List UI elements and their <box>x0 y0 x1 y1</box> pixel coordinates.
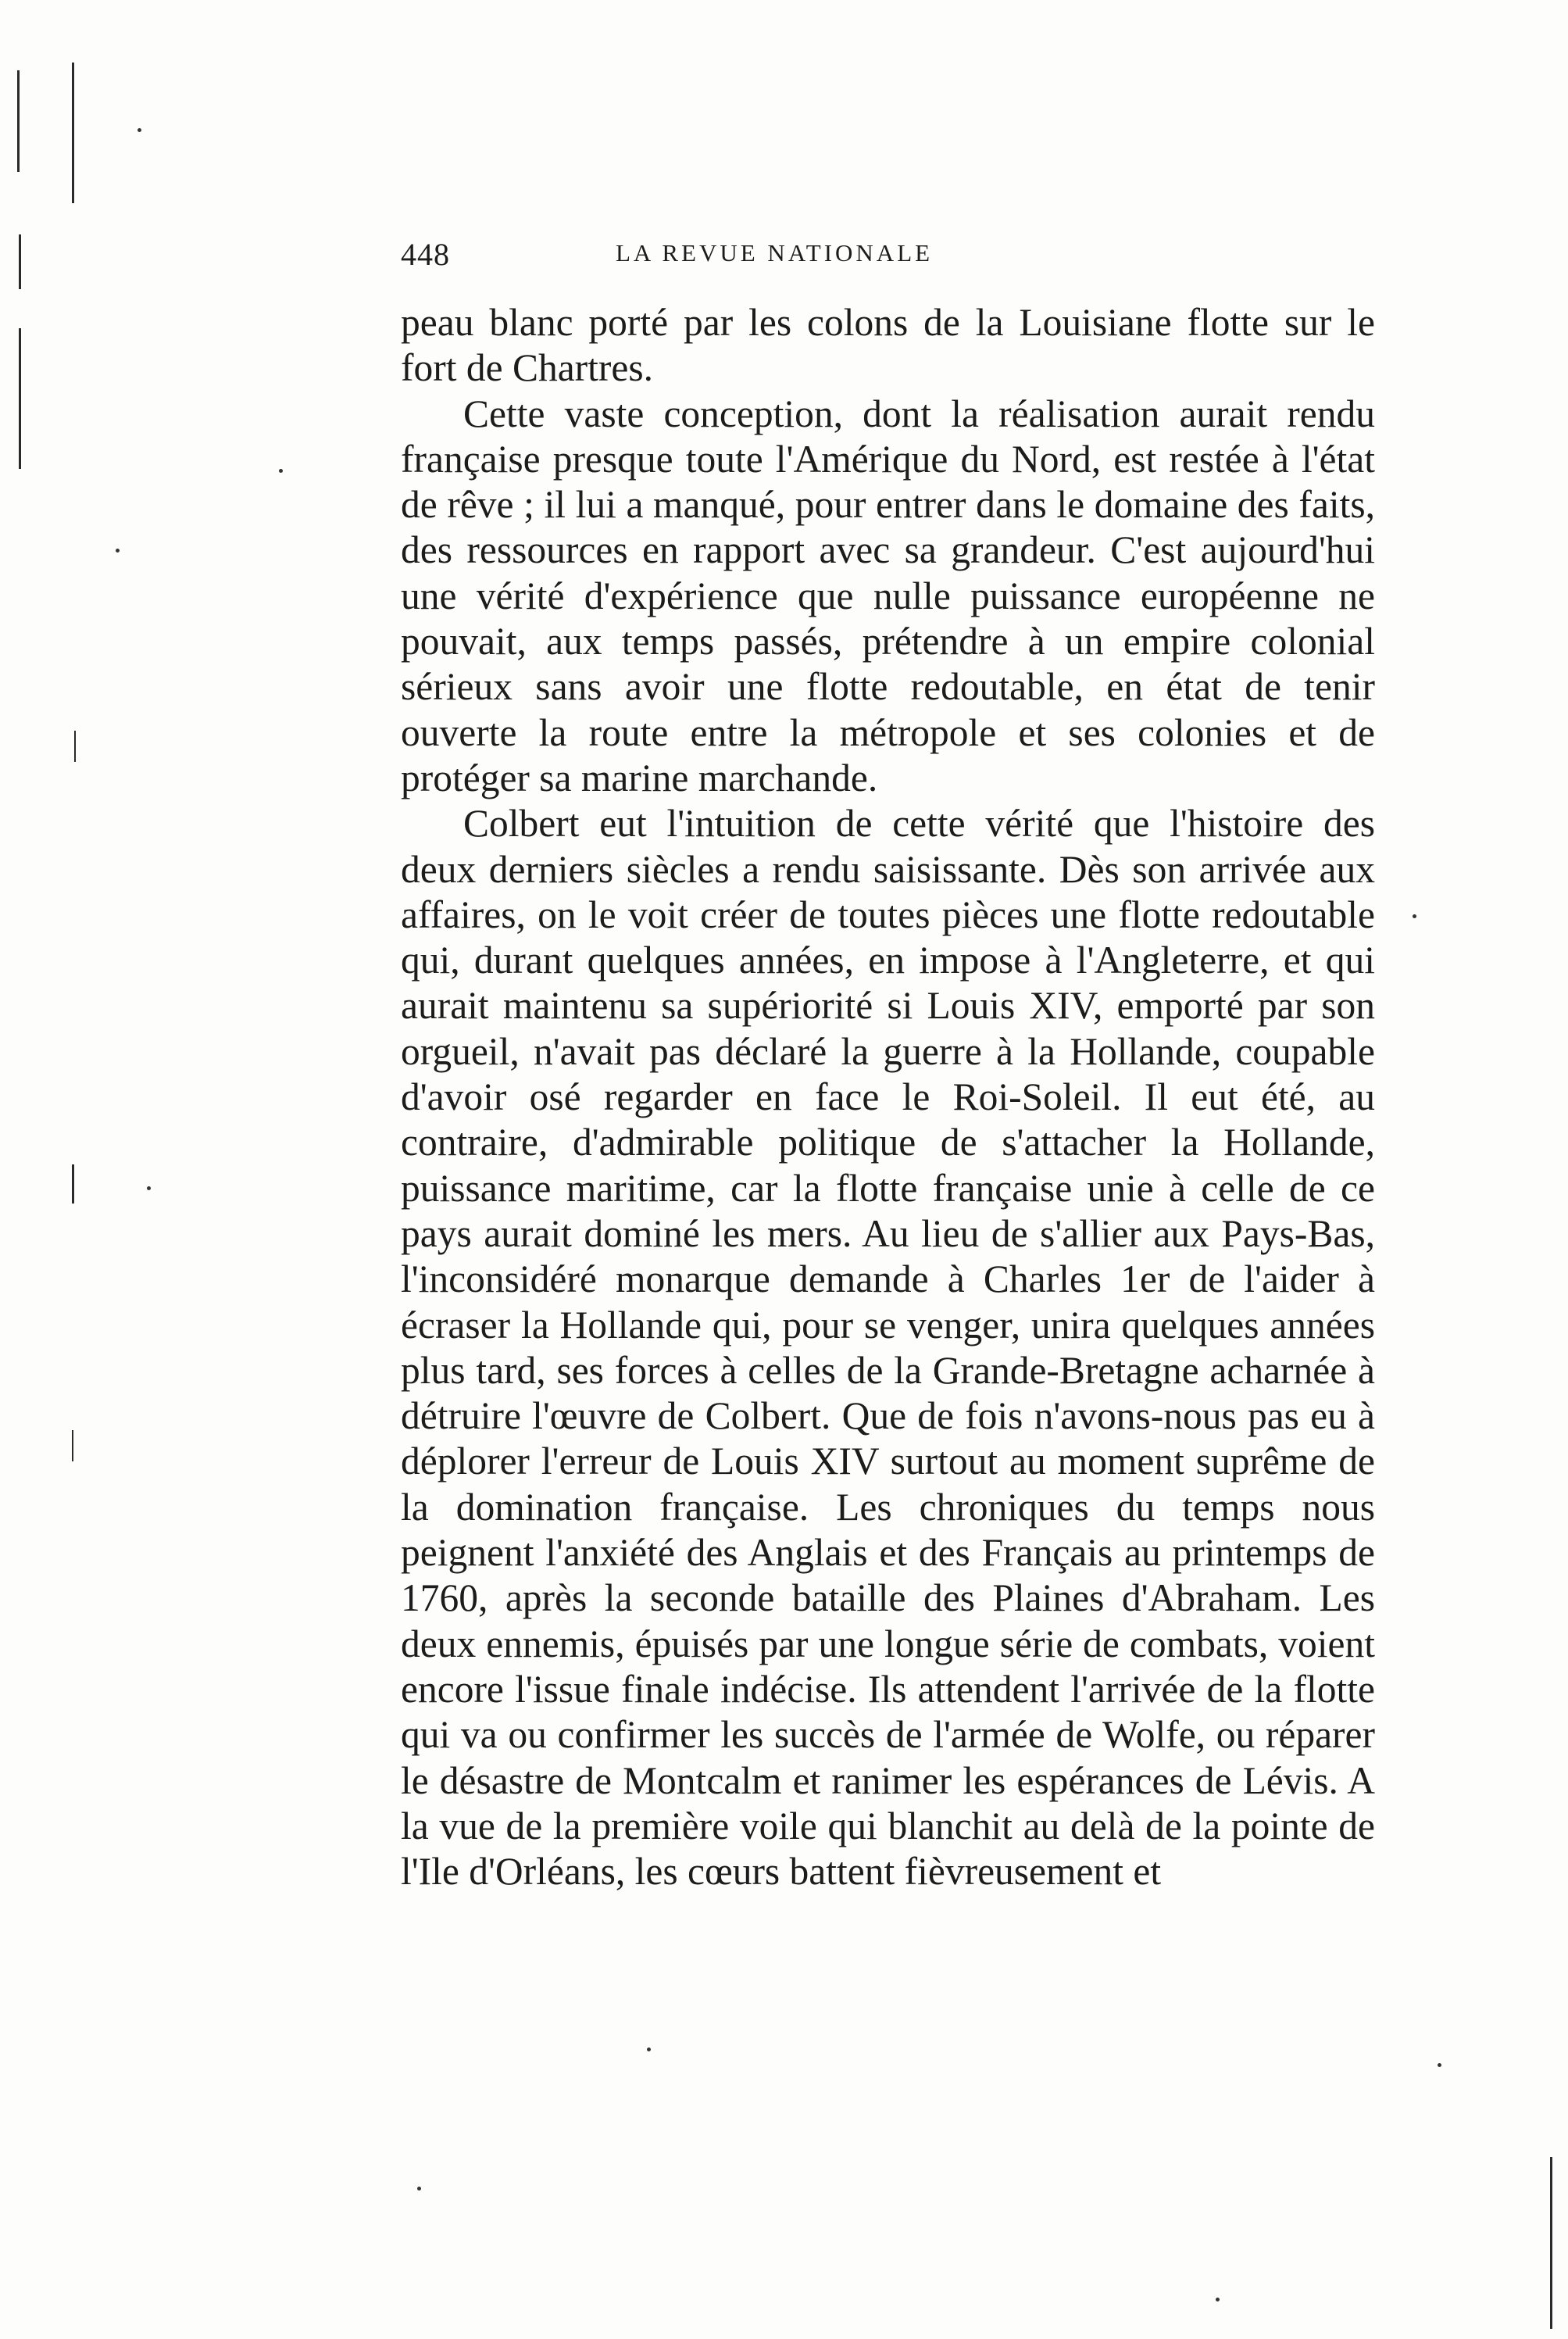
scan-speck <box>138 128 141 132</box>
scan-speck <box>279 469 283 473</box>
scan-speck <box>417 2187 421 2191</box>
scan-speck <box>647 2048 651 2051</box>
body-text <box>401 300 1375 1894</box>
scan-margin-line <box>19 328 21 469</box>
scan-speck <box>1438 2063 1441 2067</box>
scan-margin-line <box>74 731 76 762</box>
scan-margin-line <box>17 70 20 172</box>
scan-margin-line <box>1550 2157 1552 2329</box>
scan-speck <box>1216 2298 1220 2301</box>
scan-margin-line <box>72 1164 74 1203</box>
running-head <box>401 236 1375 283</box>
paragraph-colbert: Colbert eut l'intuition de cette vérité que l'histoire des deux derniers siècles a rendu saisissante. Dès son arrivée aux affaires, on le voit créer de toutes pièces une flotte redoutable qui, durant quelques années, en impose à l'Angleterre, et qui aurait maintenu sa supériorité si Louis XIV, emporté par son orgueil, n'avait pas déclaré la guerre à la Hollande, coupable d'avoir osé regarder en face le Roi-Soleil. Il eut été, au contraire, d'admirable politique de s'attacher la Hollande, puissance maritime, car la flotte française unie à celle de ce pays aurait dominé les mers. Au lieu de s'allier aux Pays-Bas, l'inconsidéré monarque demande à Charles 1er de l'aider à écraser la Hollande qui, pour se venger, unira quelques années plus tard, ses forces à celles de la Grande-Bretagne acharnée à détruire l'œuvre de Colbert. Que de fois n'avons-nous pas eu à déplorer l'erreur de Louis XIV surtout au moment suprême de la domination française. Les chroniques du temps nous peignent l'anxiété des Anglais et des Français au printemps de 1760, après la seconde bataille des Plaines d'Abraham. Les deux ennemis, épuisés par une longue série de combats, voient encore l'issue finale indécise. Ils attendent l'arrivée de la flotte qui va ou confirmer les succès de l'armée de Wolfe, ou réparer le désastre de Montcalm et ranimer les espérances de Lévis. A la vue de la première voile qui blanchit au delà de la pointe de l'Ile d'Orléans, les cœurs battent fièvreusement et <box>401 802 1375 1894</box>
scan-speck <box>116 549 120 553</box>
page-number: 448 <box>401 237 450 272</box>
scan-margin-line <box>72 1430 73 1461</box>
scan-margin-line <box>19 234 21 289</box>
scan-speck <box>147 1186 151 1190</box>
paragraph-conception: Cette vaste conception, dont la réalisation aurait rendu française presque toute l'Amérique du Nord, est restée à l'état de rêve ; il lui a manqué, pour entrer dans le domaine des faits, des ressources en rapport avec sa grandeur. C'est aujourd'hui une vérité d'expérience que nulle puissance européenne ne pouvait, aux temps passés, prétendre à un empire colonial sérieux sans avoir une flotte redoutable, en état de tenir ouverte la route entre la métropole et ses colonies et de protéger sa marine marchande. <box>401 392 1375 799</box>
paragraph-continued: peau blanc porté par les colons de la Louisiane flotte sur le fort de Chartres. <box>401 301 1375 390</box>
journal-title: LA REVUE NATIONALE <box>616 239 934 266</box>
scan-speck <box>1413 914 1416 918</box>
scan-margin-line <box>72 63 74 203</box>
